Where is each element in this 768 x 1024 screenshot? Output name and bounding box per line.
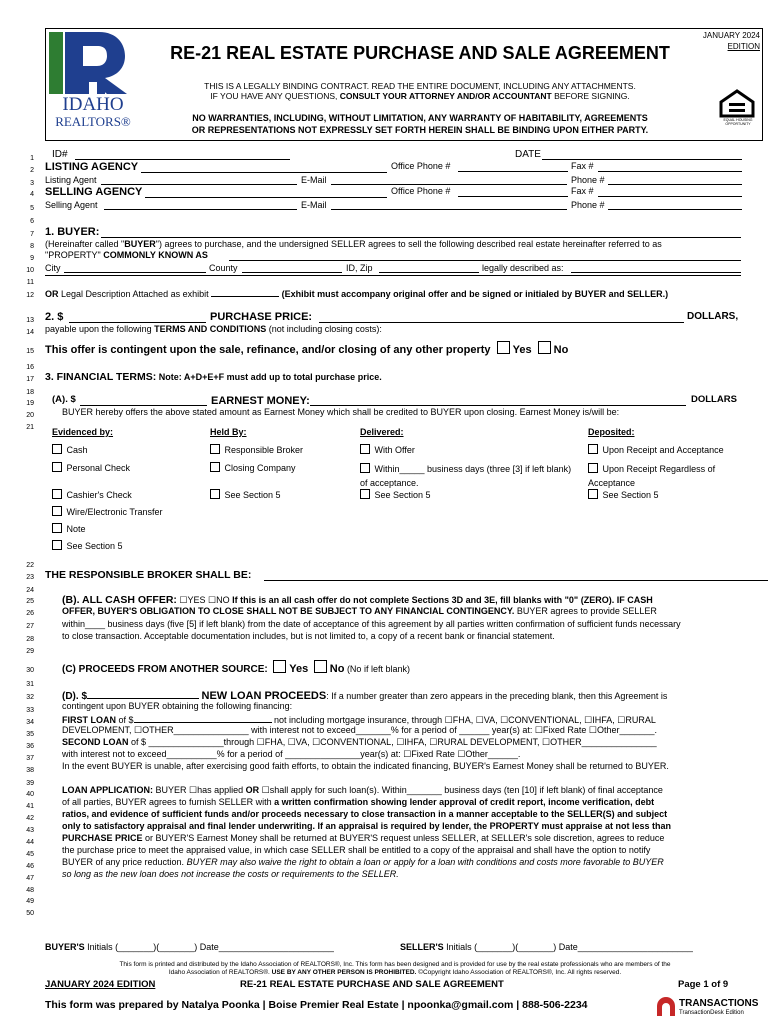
listing-agent-input[interactable]	[101, 175, 297, 185]
line-number: 18	[26, 389, 34, 396]
page-title: RE-21 REAL ESTATE PURCHASE AND SALE AGREEMENT	[170, 43, 670, 63]
line-number: 41	[26, 803, 34, 810]
selling-phone-input[interactable]	[608, 200, 742, 210]
line-number: 48	[26, 887, 34, 894]
exhibit-input[interactable]	[211, 287, 279, 297]
address-input[interactable]	[229, 250, 741, 261]
id-input[interactable]	[75, 149, 290, 160]
line-number: 49	[26, 898, 34, 905]
logo-text-realtors: REALTORS®	[55, 114, 131, 129]
line-number: 10	[26, 267, 34, 274]
all-cash-line-2: OFFER, BUYER'S OBLIGATION TO CLOSE SHALL NOT BE SUBJECT TO ANY FINANCIAL CONTINGENCY. BUYER agrees to provide SELLER	[62, 606, 657, 616]
selling-email-input[interactable]	[331, 200, 567, 210]
deposited-regardless-option[interactable]: Upon Receipt Regardless of Acceptance	[588, 464, 716, 488]
legal-description-input[interactable]	[571, 263, 741, 273]
line-number: 7	[30, 231, 34, 238]
edition-word: EDITION	[727, 42, 760, 51]
listing-fax-input[interactable]	[598, 161, 742, 172]
first-loan-line: FIRST LOAN of $ not including mortgage insurance, through ☐FHA, ☐VA, ☐CONVENTIONAL, ☐IHFA, ☐RURAL	[62, 715, 656, 725]
listing-agency-input[interactable]	[141, 161, 387, 173]
all-cash-line-1: (B). ALL CASH OFFER: ☐YES ☐NO If this is an all cash offer do not complete Sections 3D and 3E, fill blanks with "0" (ZERO). IF CASH	[62, 594, 653, 606]
city-input[interactable]	[64, 263, 206, 273]
line-number: 24	[26, 587, 34, 594]
page-number: Page 1 of 9	[678, 979, 729, 990]
line-number: 29	[26, 648, 34, 655]
line-number: 12	[26, 292, 34, 299]
date-input[interactable]	[542, 149, 742, 160]
line-number: 22	[26, 562, 34, 569]
line-number: 43	[26, 827, 34, 834]
delivered-with-offer-option[interactable]: With Offer	[360, 444, 415, 455]
delivered-within-option[interactable]: Within_____ business days (three [3] if left blank) of acceptance.	[360, 464, 572, 488]
line-number: 11	[26, 279, 34, 286]
line-33: contingent upon BUYER obtaining the following financing:	[62, 701, 293, 711]
loan-app-line-3: ratios, and evidence of sufficient funds and/or proceeds necessary to close transaction in a manner acceptable to the SELLER(S) and subject	[62, 809, 668, 819]
line-9: "PROPERTY" COMMONLY KNOWN AS	[45, 250, 745, 260]
second-loan-line: SECOND LOAN of $ _______________through ☐FHA, ☐VA, ☐CONVENTIONAL, ☐IHFA, ☐RURAL DEVELOPMENT, ☐OTHER_______________	[62, 737, 657, 747]
responsible-broker-input[interactable]	[264, 569, 768, 581]
line-number: 40	[26, 791, 34, 798]
line-38: In the event BUYER is unable, after exercising good faith efforts, to obtain the indicated financing, BUYER's Earnest Money shall be returned to BUYER.	[62, 761, 669, 771]
line-number: 45	[26, 851, 34, 858]
selling-agent-input[interactable]	[104, 200, 297, 210]
line-number: 39	[26, 780, 34, 787]
line-number: 28	[26, 636, 34, 643]
transactions-brand: TRANSACTIONS	[679, 998, 759, 1009]
transactions-logo-icon	[655, 996, 677, 1018]
line-number: 15	[26, 348, 34, 355]
line-number: 3	[30, 180, 34, 187]
loan-app-line-6: the purchase price to meet the appraised value, in which case SELLER shall be entitled to a copy of the appraisal and shall have the option to notify	[62, 845, 651, 855]
warranty-notice: NO WARRANTIES, INCLUDING, WITHOUT LIMITATION, ANY WARRANTY OF HABITABILITY, AGREEMENTS OR REPRESENTATIONS NOT EXPRESSLY SET FORTH HEREIN SHALL BE BINDING UPON EITHER PARTY.	[191, 113, 649, 135]
line-number: 37	[26, 755, 34, 762]
delivered-section5-option[interactable]: See Section 5	[360, 489, 431, 500]
footer-edition: JANUARY 2024 EDITION	[45, 979, 156, 990]
contingency-no-checkbox[interactable]	[538, 341, 551, 354]
line-number: 30	[26, 667, 34, 674]
legal-description-line[interactable]	[45, 274, 741, 276]
loan-app-line-5: PURCHASE PRICE or BUYER'S Earnest Money shall be returned at BUYER'S request unless SELLER, at SELLER's sole discretion, agrees to reduce	[62, 833, 665, 843]
held-section5-option[interactable]: See Section 5	[210, 489, 281, 500]
line-number: 25	[26, 598, 34, 605]
line-number: 16	[26, 364, 34, 371]
line-number: 5	[30, 205, 34, 212]
line-number: 1	[30, 155, 34, 162]
selling-fax-input[interactable]	[598, 186, 742, 197]
line-number: 8	[30, 243, 34, 250]
legal-notice: THIS IS A LEGALLY BINDING CONTRACT. READ THE ENTIRE DOCUMENT, INCLUDING ANY ATTACHMENTS. IF YOU HAVE ANY QUESTIONS, CONSULT YOUR ATTORNEY AND/OR ACCOUNTANT BEFORE SIGNING.	[204, 81, 636, 101]
seller-initials[interactable]: SELLER'S Initials (_______)(_______) Date_______________________	[400, 942, 693, 952]
line-12: OR Legal Description Attached as exhibit (Exhibit must accompany original offer and be signed or initialed by BUYER and SELLER.)	[45, 289, 669, 299]
line-37: with interest not to exceed__________% for a period of _______________year(s) at: ☐Fixed Rate ☐Other______.	[62, 749, 521, 759]
purchase-price-words-input[interactable]	[319, 311, 684, 323]
all-cash-line-4: to close transaction. Acceptable documentation includes, but is not limited to, a copy of a recent bank or financial statement.	[62, 631, 555, 641]
transactions-brand-sub: TransactionDesk Edition	[679, 1010, 744, 1016]
line-number: 26	[26, 610, 34, 617]
line-number: 4	[30, 191, 34, 198]
all-cash-yesno[interactable]: ☐YES ☐NO	[179, 595, 230, 605]
line-number: 27	[26, 623, 34, 630]
line-35: DEVELOPMENT, ☐OTHER_______________ with interest not to exceed_______% for a period of ______ year(s) at: ☐Fixed Rate ☐Other_______.	[62, 725, 658, 735]
buyer-initials[interactable]: BUYER'S Initials (_______)(_______) Date_______________________	[45, 942, 334, 952]
buyer-input[interactable]	[101, 226, 741, 238]
evidenced-cashiers-check-option[interactable]: Cashier's Check	[52, 489, 132, 500]
evidenced-cash-option[interactable]: Cash	[52, 444, 88, 455]
loan-app-line-4: only to satisfactory appraisal and final lender underwriting. If an appraisal is required by lender, the PROPERTY must appraise at not less than	[62, 821, 671, 831]
purchase-price-amount-input[interactable]	[69, 311, 206, 323]
selling-agency-input[interactable]	[145, 186, 387, 198]
line-number: 23	[26, 574, 34, 581]
contingency-yes-checkbox[interactable]	[497, 341, 510, 354]
line-number: 38	[26, 767, 34, 774]
footer-form-name: RE-21 REAL ESTATE PURCHASE AND SALE AGREEMENT	[240, 979, 504, 990]
loan-app-line-7: BUYER of any price reduction. BUYER may also waive the right to obtain a loan or apply for a loan with conditions and costs more favorable to BUYER	[62, 857, 664, 867]
loan-app-line-8: so long as the new loan does not increase the costs or requirements to the SELLER.	[62, 869, 399, 879]
logo-text-idaho: IDAHO	[62, 94, 124, 115]
held-closing-company-option[interactable]: Closing Company	[210, 462, 296, 473]
earnest-amount-input[interactable]	[80, 395, 207, 406]
line-number: 36	[26, 743, 34, 750]
line-number: 34	[26, 719, 34, 726]
listing-email-input[interactable]	[331, 175, 567, 185]
col-delivered: Delivered:	[360, 427, 404, 437]
evidenced-note-option[interactable]: Note	[52, 523, 86, 534]
line-number: 46	[26, 863, 34, 870]
line-number: 6	[30, 218, 34, 225]
line-number: 13	[26, 317, 34, 324]
financial-terms-line: 3. FINANCIAL TERMS: Note: A+D+E+F must add up to total purchase price.	[45, 371, 382, 383]
line-number: 32	[26, 694, 34, 701]
county-input[interactable]	[242, 263, 342, 273]
evidenced-section5-option[interactable]: See Section 5	[52, 540, 123, 551]
edition-label	[703, 30, 760, 52]
evidenced-wire-option[interactable]: Wire/Electronic Transfer	[52, 506, 163, 517]
line-number: 47	[26, 875, 34, 882]
zip-input[interactable]	[379, 263, 479, 273]
line-number: 2	[30, 167, 34, 174]
line-number: 42	[26, 815, 34, 822]
deposited-receipt-acceptance-option[interactable]: Upon Receipt and Acceptance	[588, 444, 724, 455]
earnest-words-input[interactable]	[310, 395, 686, 406]
edition-month: JANUARY 2024	[702, 31, 760, 40]
loan-app-line-2: of all parties, BUYER agrees to furnish SELLER with a written confirmation showing lender approval of credit report, income verification, debt	[62, 797, 655, 807]
proceeds-line: (C) PROCEEDS FROM ANOTHER SOURCE: Yes No (No if left blank)	[62, 660, 762, 676]
all-cash-line-3: within____ business days (five [5] if left blank) from the date of acceptance of this agreement by all parties written confirmation of sufficient funds necessary	[62, 619, 681, 629]
col-deposited: Deposited:	[588, 427, 635, 437]
line-number: 20	[26, 412, 34, 419]
held-broker-option[interactable]: Responsible Broker	[210, 444, 303, 455]
proceeds-no-checkbox[interactable]	[314, 660, 327, 673]
prepared-by: This form was prepared by Natalya Poonka | Boise Premier Real Estate | npoonka@gmail.com | 888-506-2234	[45, 999, 588, 1011]
contingency-line: This offer is contingent upon the sale, refinance, and/or closing of any other property Yes No	[45, 341, 745, 357]
line-21: BUYER hereby offers the above stated amount as Earnest Money which shall be credited to BUYER upon closing. Earnest Money is/will be:	[62, 407, 620, 417]
eho-text: EQUAL HOUSING OPPORTUNITY	[723, 118, 753, 126]
listing-phone-input[interactable]	[608, 175, 742, 185]
line-number: 21	[26, 424, 34, 431]
line-number: 9	[30, 255, 34, 262]
loan-app-line-1: LOAN APPLICATION: BUYER ☐has applied OR ☐shall apply for such loan(s). Within_______ business days (ten [10] if left blank) of final acceptance	[62, 785, 663, 795]
evidenced-personal-check-option[interactable]: Personal Check	[52, 462, 130, 473]
line-number: 44	[26, 839, 34, 846]
col-evidenced-by: Evidenced by:	[52, 427, 114, 437]
line-number: 35	[26, 731, 34, 738]
new-loan-line: (D). $ NEW LOAN PROCEEDS: If a number greater than zero appears in the preceding blank, then this Agreement is	[62, 690, 668, 702]
line-8: (Hereinafter called "BUYER") agrees to purchase, and the undersigned SELLER agrees to sell the following described real estate hereinafter referred to as	[45, 239, 662, 249]
line-number: 14	[26, 329, 34, 336]
line-number: 33	[26, 707, 34, 714]
new-loan-amount-input[interactable]	[87, 688, 199, 699]
line-number: 50	[26, 910, 34, 917]
col-held-by: Held By:	[210, 427, 247, 437]
listing-office-phone-input[interactable]	[458, 161, 568, 172]
line-number: 19	[26, 400, 34, 407]
line-number: 31	[26, 681, 34, 688]
line-number: 17	[26, 376, 34, 383]
deposited-section5-option[interactable]: See Section 5	[588, 489, 659, 500]
copyright-line-1: This form is printed and distributed by the Idaho Association of REALTORS®, Inc. This form has been designed and is provided for use by the real estate professionals who are members of the	[119, 961, 671, 968]
proceeds-yes-checkbox[interactable]	[273, 660, 286, 673]
selling-office-phone-input[interactable]	[458, 186, 568, 197]
first-loan-amount-input[interactable]	[134, 713, 272, 723]
copyright-line-2: Idaho Association of REALTORS®. USE BY ANY OTHER PERSON IS PROHIBITED. ©Copyright Idaho Association of REALTORS®, Inc. All rights reserved.	[168, 969, 622, 976]
line-15: payable upon the following TERMS AND CONDITIONS (not including closing costs):	[45, 324, 382, 334]
